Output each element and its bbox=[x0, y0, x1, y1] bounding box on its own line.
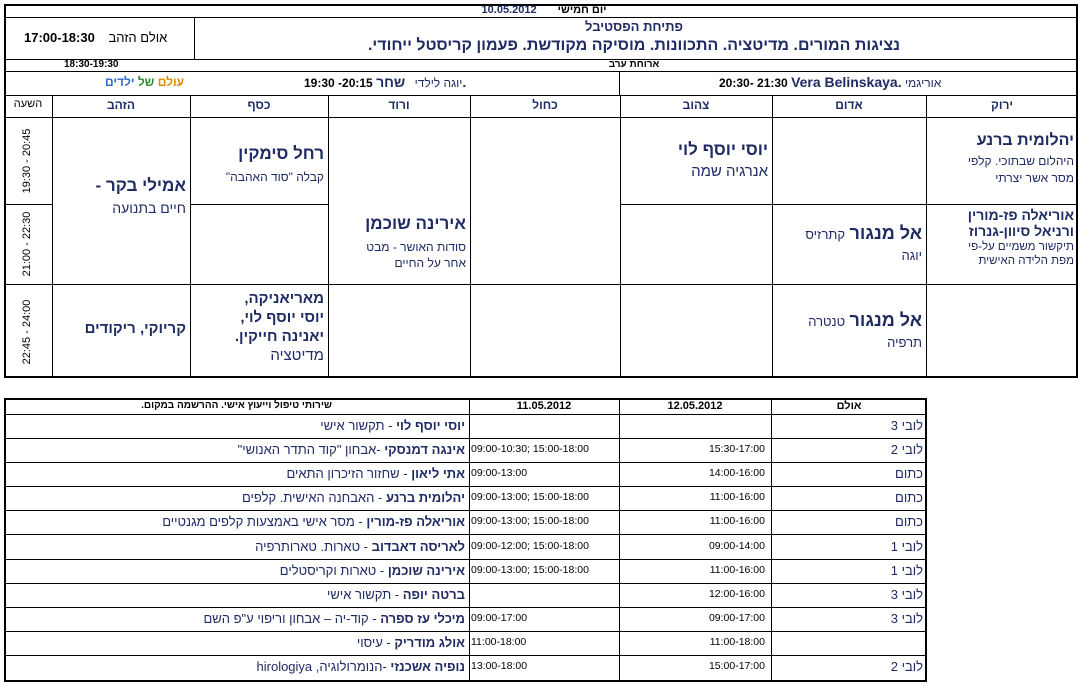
date1-hours: 13:00-18:00 bbox=[471, 660, 528, 672]
service-provider bbox=[162, 514, 465, 529]
kids-word-1: עולם bbox=[157, 75, 184, 89]
day-label: יום חמישי bbox=[557, 4, 607, 16]
provider-name: נופיה אשכנזי bbox=[390, 659, 465, 674]
hall-name: כתום bbox=[895, 490, 923, 505]
service-provider bbox=[327, 587, 465, 602]
provider-desc: - שחזור הזיכרון התאים bbox=[286, 466, 412, 481]
opening-desc: נציגות המורים. מדיטציה. התכוונות. מוסיקה מקודשת. פעמון קריסטל ייחודי. bbox=[367, 37, 901, 54]
hall-name: לובי 3 bbox=[890, 611, 923, 626]
date-label: 10.05.2012 bbox=[481, 4, 537, 16]
kids-word-3: ילדים bbox=[104, 75, 135, 89]
date2-hours: 15:00-17:00 bbox=[708, 660, 765, 672]
provider-desc: - עיסוי bbox=[356, 635, 395, 650]
col-blue: כחול bbox=[532, 98, 558, 112]
date2-hours: 15:30-17:00 bbox=[708, 443, 765, 455]
col-gold: הזהב bbox=[106, 98, 136, 112]
yoga-kids-name: שחר. bbox=[376, 74, 467, 90]
table-row bbox=[4, 608, 927, 632]
service-provider bbox=[255, 539, 465, 554]
services-table bbox=[4, 398, 927, 682]
col-red: אדום bbox=[835, 98, 863, 112]
col-yellow: צהוב bbox=[682, 98, 710, 112]
date1-hours: 11:00-18:00 bbox=[471, 636, 527, 648]
services-header-hall: אולם bbox=[836, 400, 862, 412]
hall-name: לובי 1 bbox=[890, 539, 923, 554]
origami-desc: אוריגמי bbox=[904, 76, 942, 90]
green-session-2: אוריאלה פז-מורין ורניאל סיוון-גנרוז תיקשור משמיים על-פי מפת הלידה האישית bbox=[967, 207, 1074, 267]
origami bbox=[719, 74, 1074, 92]
provider-desc: - טארות. טארותרפיה bbox=[255, 539, 372, 554]
services-header-d1: 11.05.2012 bbox=[516, 400, 572, 412]
date1-hours: 09:00-13:00 bbox=[471, 467, 528, 479]
dinner-time: 18:30-19:30 bbox=[64, 59, 119, 70]
table-row bbox=[4, 632, 927, 656]
provider-desc: - האבחנה האישית. קלפים bbox=[242, 490, 386, 505]
date1-hours: 09:00-10:30; 15:00-18:00 bbox=[471, 443, 589, 455]
hall-name: לובי 1 bbox=[890, 563, 923, 578]
provider-name: יהלומית ברנע bbox=[385, 490, 465, 505]
col-silver: כסף bbox=[247, 98, 271, 112]
provider-desc: - מסר אישי באמצעות קלפים מגנטיים bbox=[162, 514, 367, 529]
service-provider bbox=[280, 563, 465, 578]
service-provider bbox=[238, 442, 465, 457]
silver-session: רחל סימקין קבלה "סוד האהבה" bbox=[225, 144, 324, 184]
schedule-table bbox=[4, 4, 1078, 379]
provider-desc: - טארות וקריסטלים bbox=[279, 563, 388, 578]
service-provider bbox=[320, 418, 465, 433]
yoga-kids bbox=[304, 74, 614, 92]
hall-name: לובי 3 bbox=[890, 587, 923, 602]
golden-hall-slot bbox=[24, 30, 194, 50]
dinner-label: ארוחת ערב bbox=[608, 59, 660, 70]
col-pink: ורוד bbox=[388, 98, 410, 112]
origami-time: 20:30- 21:30 bbox=[719, 76, 788, 90]
table-row bbox=[4, 536, 927, 560]
provider-name: אירינה שוכמן bbox=[387, 563, 465, 578]
provider-name: אוריאלה פז-מורין bbox=[366, 514, 465, 529]
date1-hours: 09:00-17:00 bbox=[471, 612, 528, 624]
provider-name: אינגה דמנסקי bbox=[384, 442, 465, 457]
kids-word-2: של bbox=[137, 75, 155, 89]
table-row bbox=[4, 463, 927, 487]
date2-hours: 11:00-16:00 bbox=[709, 515, 765, 527]
green-session: יהלומית ברנע היהלום שבתוכי. קלפי מסר אשר יצרתי bbox=[967, 132, 1074, 185]
gold-session: אמילי בקר - חיים בתנועה bbox=[95, 176, 186, 216]
hall-name: לובי 2 bbox=[890, 659, 923, 674]
table-row bbox=[4, 656, 927, 680]
table-row bbox=[4, 511, 927, 535]
date2-hours: 09:00-14:00 bbox=[708, 540, 765, 552]
provider-desc: - תקשור אישי bbox=[320, 418, 397, 433]
kids-world bbox=[54, 75, 184, 93]
date2-hours: 14:00-16:00 bbox=[708, 467, 765, 479]
date2-hours: 11:00-18:00 bbox=[709, 636, 765, 648]
service-provider bbox=[286, 466, 465, 481]
services-header-title: שירותי טיפול וייעוץ אישי. ההרשמה במקום. bbox=[141, 400, 332, 411]
red-late: אל מנגור טנטרה תרפיה bbox=[808, 310, 922, 350]
date1-hours: 09:00-13:00; 15:00-18:00 bbox=[471, 491, 589, 503]
pink-session: אירינה שוכמן סודות האושר - מבט אחר על החיים bbox=[365, 214, 466, 270]
date2-hours: 12:00-16:00 bbox=[708, 588, 765, 600]
golden-time: 17:00-18:30 bbox=[24, 30, 95, 45]
golden-hall: אולם הזהב bbox=[108, 30, 168, 45]
service-provider bbox=[257, 659, 465, 674]
service-provider bbox=[357, 635, 465, 650]
table-row bbox=[4, 584, 927, 608]
time-slot-2: 21:00 - 22:30 bbox=[21, 211, 33, 277]
origami-name: Vera Belinskaya. bbox=[791, 74, 902, 90]
service-provider bbox=[203, 611, 465, 626]
table-row bbox=[4, 487, 927, 511]
table-row bbox=[4, 439, 927, 463]
date2-hours: 11:00-16:00 bbox=[709, 491, 765, 503]
col-time: השעה bbox=[13, 98, 43, 110]
date1-hours: 09:00-13:00; 15:00-18:00 bbox=[471, 515, 589, 527]
date1-hours: 09:00-12:00; 15:00-18:00 bbox=[471, 540, 589, 552]
red-session: אל מנגור קתרזיס יוגה bbox=[805, 223, 922, 263]
provider-name: אתי ליאון bbox=[411, 466, 465, 481]
date2-hours: 11:00-16:00 bbox=[709, 564, 765, 576]
provider-name: לאריסה דאבדוב bbox=[371, 539, 465, 554]
hall-name: לובי 3 bbox=[890, 418, 923, 433]
provider-desc: - קוד-יה – אבחון וריפוי ע"פ השם bbox=[203, 611, 381, 626]
provider-name: אולג מודריק bbox=[394, 635, 465, 650]
provider-desc: -הנומרולוגיה, hirologiya bbox=[256, 659, 391, 674]
service-provider bbox=[242, 490, 465, 505]
provider-name: מיכלי עז ספרה bbox=[380, 611, 465, 626]
yellow-session: יוסי יוסף לוי אנרגיה שמה bbox=[677, 140, 768, 180]
date2-hours: 09:00-17:00 bbox=[708, 612, 765, 624]
time-slot-1: 19:30 - 20:45 bbox=[21, 128, 33, 194]
table-row bbox=[4, 560, 927, 584]
hall-name: כתום bbox=[895, 466, 923, 481]
opening-title: פתיחת הפסטיבל bbox=[585, 19, 683, 34]
silver-late: מאריאניקה, יוסי יוסף לוי, יאנינה חייקין. מדיטציה bbox=[234, 290, 324, 364]
yoga-kids-desc: יוגה לילדי bbox=[414, 76, 463, 90]
hall-name: כתום bbox=[895, 514, 923, 529]
provider-desc: - תקשור אישי bbox=[326, 587, 403, 602]
table-row bbox=[4, 415, 927, 439]
provider-name: יוסי יוסף לוי bbox=[396, 418, 465, 433]
provider-name: ברטה יופה bbox=[402, 587, 465, 602]
services-header-d2: 12.05.2012 bbox=[667, 400, 723, 412]
time-slot-3: 22:45 - 24:00 bbox=[21, 299, 33, 365]
services-rows bbox=[4, 415, 927, 681]
date1-hours: 09:00-13:00; 15:00-18:00 bbox=[471, 564, 589, 576]
yoga-kids-time: 19:30 -20:15 bbox=[304, 76, 373, 90]
provider-desc: -אבחון "קוד התדר האנושי" bbox=[237, 442, 385, 457]
day-date bbox=[424, 4, 664, 17]
hall-name: לובי 2 bbox=[890, 442, 923, 457]
gold-late: קריוקי, ריקודים bbox=[84, 320, 186, 337]
col-green: ירוק bbox=[990, 98, 1013, 112]
